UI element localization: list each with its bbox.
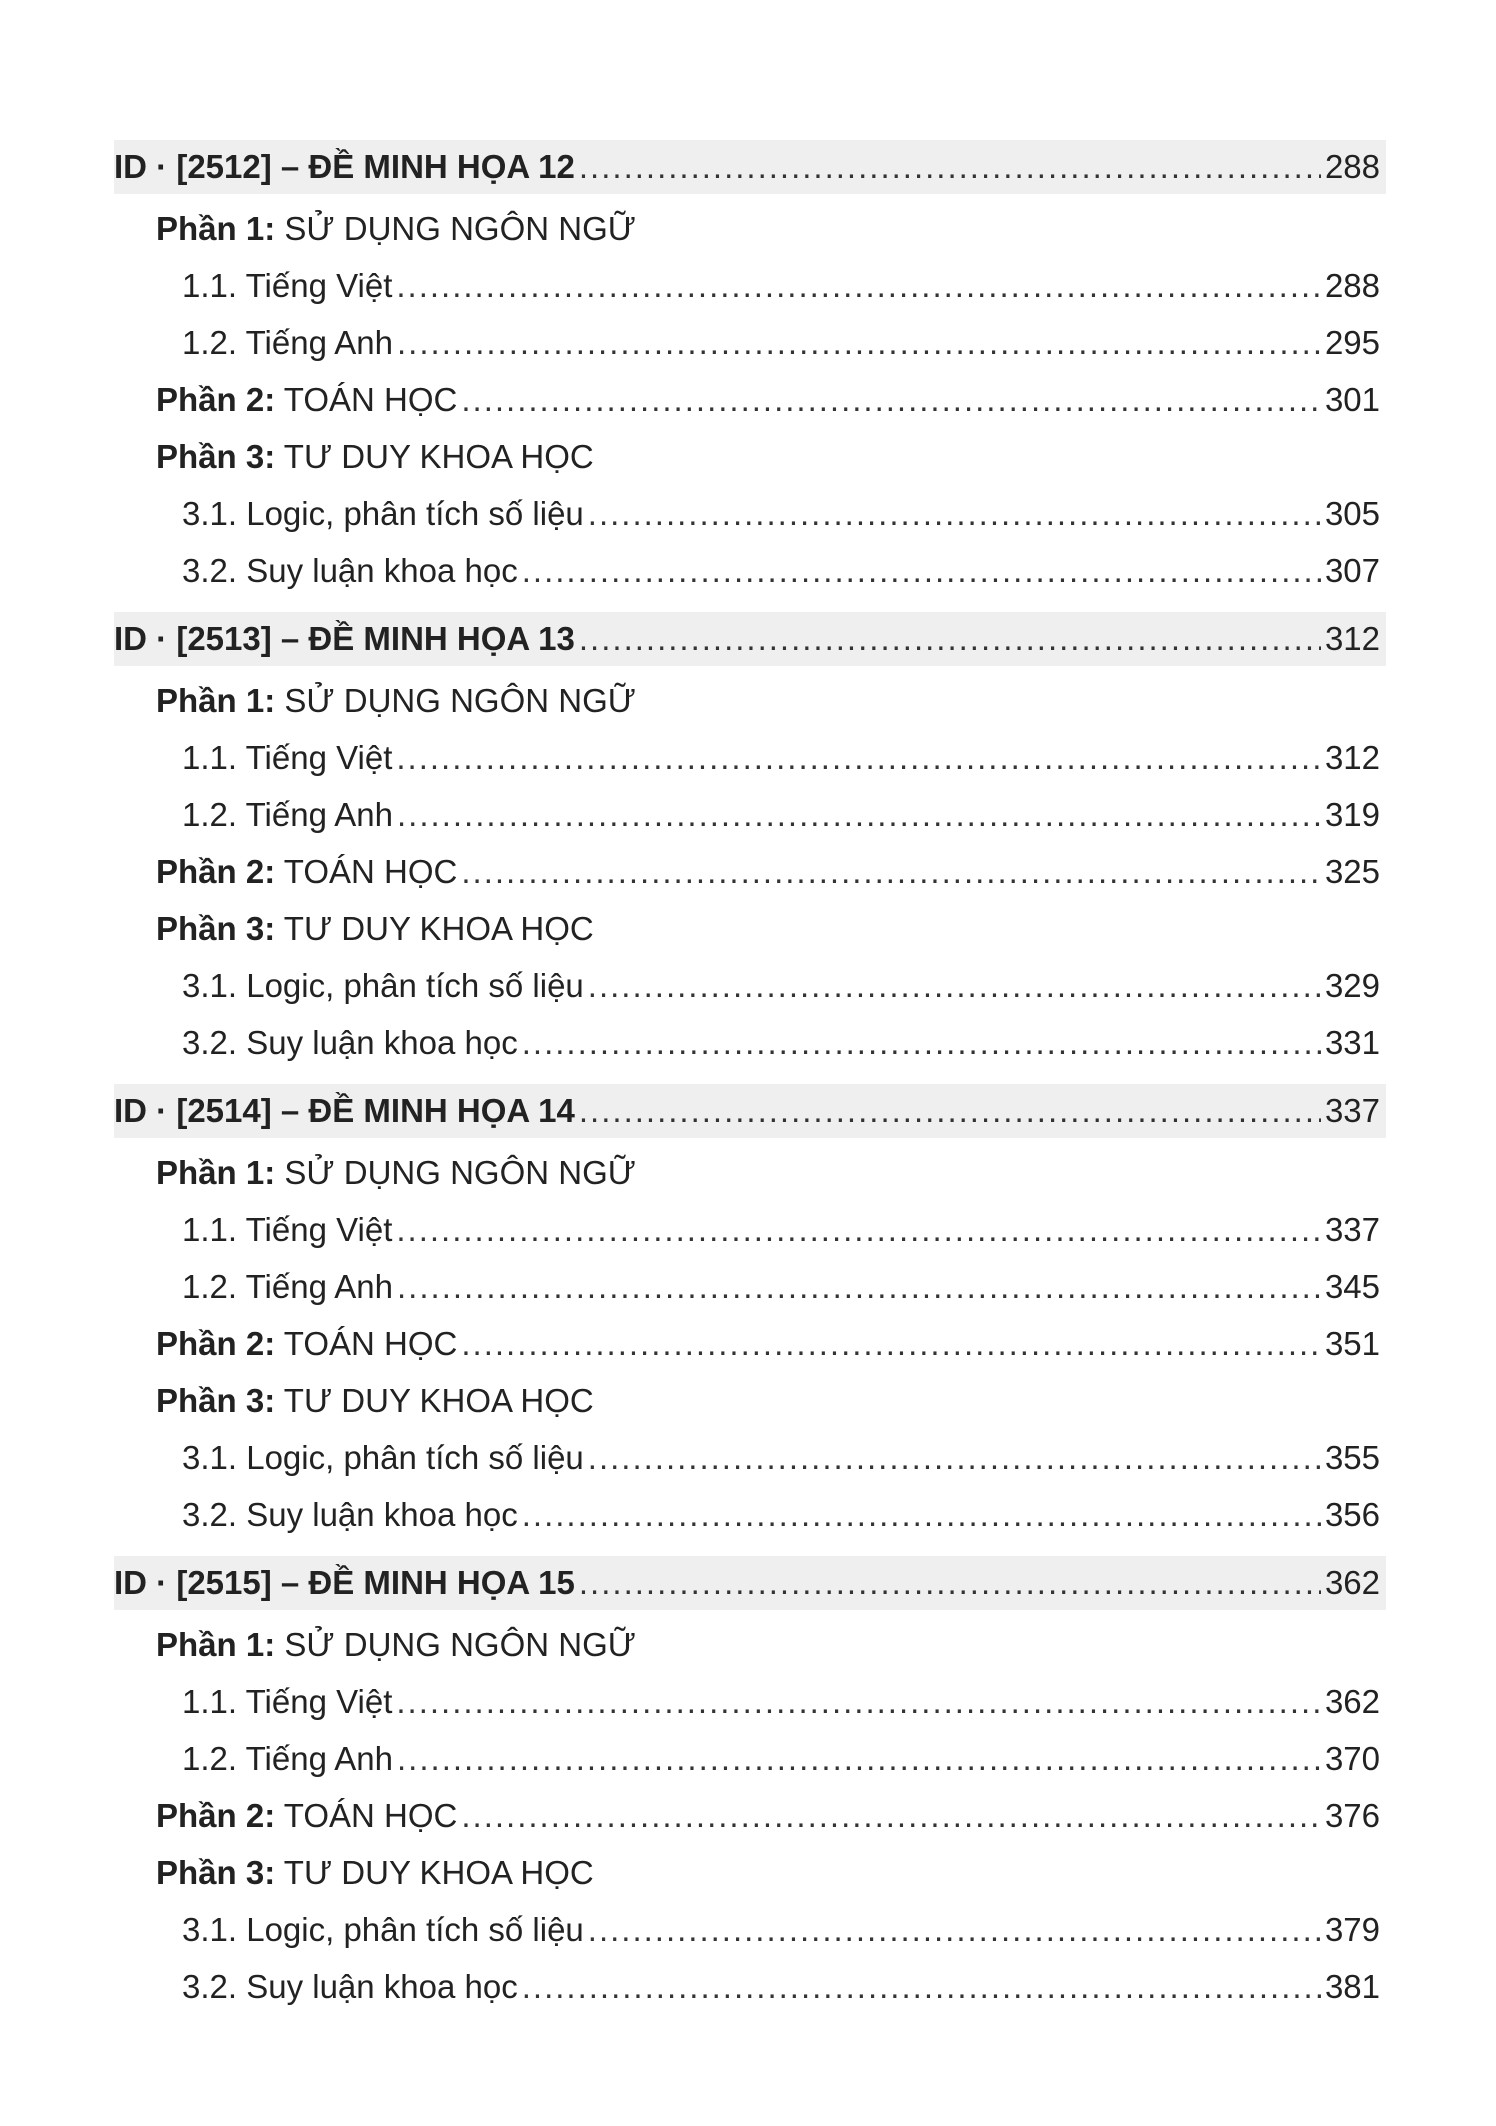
subsection-label: 3.1. Logic, phân tích số liệu: [182, 495, 584, 532]
subsection-label: 3.1. Logic, phân tích số liệu: [182, 1439, 584, 1476]
part-label: Phần 3:: [156, 910, 276, 947]
toc-entry-part-3: [114, 900, 1386, 957]
page-number: 325: [1324, 853, 1380, 890]
part-title: TƯ DUY KHOA HỌC: [283, 1854, 594, 1891]
dot-leader: [397, 1730, 1321, 1787]
toc-entry-part-2[interactable]: [114, 843, 1386, 900]
part-title: SỬ DỤNG NGÔN NGỮ: [284, 1626, 636, 1663]
part-label: Phần 2:: [156, 1797, 276, 1834]
toc-entry-subsection[interactable]: [114, 1730, 1386, 1787]
subsection-label: 3.1. Logic, phân tích số liệu: [182, 967, 584, 1004]
page-number: 355: [1324, 1439, 1380, 1476]
subsection-label: 3.2. Suy luận khoa học: [182, 1968, 518, 2005]
toc-entry-part-1: [114, 672, 1386, 729]
subsection-label: 3.2. Suy luận khoa học: [182, 1024, 518, 1061]
page-number: 329: [1324, 967, 1380, 1004]
page-number: 301: [1324, 381, 1380, 418]
toc-entry-part-2[interactable]: [114, 371, 1386, 428]
page-number: 370: [1324, 1740, 1380, 1777]
part-label: Phần 2:: [156, 1325, 276, 1362]
table-of-contents: [114, 140, 1386, 2028]
part-title: TOÁN HỌC: [283, 1797, 458, 1834]
subsection-label: 1.1. Tiếng Việt: [182, 1211, 393, 1248]
toc-entry-subsection[interactable]: [114, 1258, 1386, 1315]
page-number: 351: [1324, 1325, 1380, 1362]
toc-entry-subsection[interactable]: [114, 1673, 1386, 1730]
dot-leader: [461, 1787, 1321, 1844]
toc-entry-part-3: [114, 1372, 1386, 1429]
subsection-label: 1.2. Tiếng Anh: [182, 1740, 394, 1777]
part-label: Phần 1:: [156, 682, 276, 719]
dot-leader: [522, 1958, 1321, 2015]
toc-entry-subsection[interactable]: [114, 1014, 1386, 1071]
dot-leader: [396, 729, 1321, 786]
toc-entry-subsection[interactable]: [114, 542, 1386, 599]
toc-entry-subsection[interactable]: [114, 1429, 1386, 1486]
part-label: Phần 1:: [156, 1154, 276, 1191]
exam-title: ID · [2512] – ĐỀ MINH HỌA 12: [114, 148, 575, 185]
page-number: 305: [1324, 495, 1380, 532]
dot-leader: [522, 542, 1321, 599]
toc-entry-subsection[interactable]: [114, 1958, 1386, 2015]
page-number: 337: [1324, 1211, 1380, 1248]
subsection-label: 3.2. Suy luận khoa học: [182, 1496, 518, 1533]
toc-entry-part-3: [114, 1844, 1386, 1901]
toc-entry-subsection[interactable]: [114, 257, 1386, 314]
toc-block-minh-hoa-14: [114, 1084, 1386, 1556]
toc-entry-subsection[interactable]: [114, 314, 1386, 371]
page-number: 312: [1324, 739, 1380, 776]
page-number: 288: [1324, 148, 1380, 185]
page-number: 356: [1324, 1496, 1380, 1533]
dot-leader: [579, 1556, 1321, 1610]
toc-entry-subsection[interactable]: [114, 786, 1386, 843]
part-title: TƯ DUY KHOA HỌC: [283, 438, 594, 475]
dot-leader: [588, 1901, 1321, 1958]
part-title: TƯ DUY KHOA HỌC: [283, 910, 594, 947]
dot-leader: [579, 1084, 1321, 1138]
subsection-label: 1.1. Tiếng Việt: [182, 739, 393, 776]
page-number: 331: [1324, 1024, 1380, 1061]
page-number: 288: [1324, 267, 1380, 304]
toc-entry-subsection[interactable]: [114, 1486, 1386, 1543]
part-title: SỬ DỤNG NGÔN NGỮ: [284, 1154, 636, 1191]
toc-entry-part-1: [114, 1144, 1386, 1201]
part-title: TOÁN HỌC: [283, 1325, 458, 1362]
page-number: 381: [1324, 1968, 1380, 2005]
dot-leader: [588, 485, 1321, 542]
page-number: 362: [1324, 1683, 1380, 1720]
subsection-label: 3.2. Suy luận khoa học: [182, 552, 518, 589]
dot-leader: [396, 257, 1321, 314]
toc-entry-part-2[interactable]: [114, 1787, 1386, 1844]
part-title: SỬ DỤNG NGÔN NGỮ: [284, 210, 636, 247]
toc-entry-subsection[interactable]: [114, 485, 1386, 542]
exam-title: ID · [2514] – ĐỀ MINH HỌA 14: [114, 1092, 575, 1129]
dot-leader: [461, 843, 1321, 900]
toc-entry-exam-title[interactable]: [114, 140, 1386, 194]
dot-leader: [461, 371, 1321, 428]
toc-entry-subsection[interactable]: [114, 1901, 1386, 1958]
toc-entry-subsection[interactable]: [114, 957, 1386, 1014]
toc-entry-part-1: [114, 1616, 1386, 1673]
exam-title: ID · [2513] – ĐỀ MINH HỌA 13: [114, 620, 575, 657]
subsection-label: 1.2. Tiếng Anh: [182, 796, 394, 833]
page-number: 295: [1324, 324, 1380, 361]
dot-leader: [397, 786, 1321, 843]
part-label: Phần 3:: [156, 1854, 276, 1891]
dot-leader: [397, 1258, 1321, 1315]
dot-leader: [588, 1429, 1321, 1486]
toc-block-minh-hoa-12: [114, 140, 1386, 612]
toc-entry-exam-title[interactable]: [114, 1084, 1386, 1138]
page-number: 319: [1324, 796, 1380, 833]
toc-block-minh-hoa-13: [114, 612, 1386, 1084]
dot-leader: [588, 957, 1321, 1014]
dot-leader: [522, 1014, 1321, 1071]
page-number: 362: [1324, 1564, 1380, 1601]
dot-leader: [396, 1673, 1321, 1730]
dot-leader: [461, 1315, 1321, 1372]
dot-leader: [396, 1201, 1321, 1258]
exam-title: ID · [2515] – ĐỀ MINH HỌA 15: [114, 1564, 575, 1601]
toc-entry-part-2[interactable]: [114, 1315, 1386, 1372]
dot-leader: [579, 140, 1321, 194]
toc-entry-part-1: [114, 200, 1386, 257]
toc-entry-part-3: [114, 428, 1386, 485]
part-label: Phần 1:: [156, 1626, 276, 1663]
dot-leader: [397, 314, 1321, 371]
toc-block-minh-hoa-15: [114, 1556, 1386, 2028]
toc-entry-subsection[interactable]: [114, 729, 1386, 786]
toc-entry-exam-title[interactable]: [114, 1556, 1386, 1610]
part-title: TOÁN HỌC: [283, 853, 458, 890]
toc-entry-subsection[interactable]: [114, 1201, 1386, 1258]
part-label: Phần 2:: [156, 853, 276, 890]
subsection-label: 1.1. Tiếng Việt: [182, 267, 393, 304]
subsection-label: 1.2. Tiếng Anh: [182, 1268, 394, 1305]
subsection-label: 1.2. Tiếng Anh: [182, 324, 394, 361]
dot-leader: [579, 612, 1321, 666]
subsection-label: 1.1. Tiếng Việt: [182, 1683, 393, 1720]
part-title: TƯ DUY KHOA HỌC: [283, 1382, 594, 1419]
part-label: Phần 3:: [156, 438, 276, 475]
page-number: 312: [1324, 620, 1380, 657]
page-number: 307: [1324, 552, 1380, 589]
part-title: SỬ DỤNG NGÔN NGỮ: [284, 682, 636, 719]
part-label: Phần 2:: [156, 381, 276, 418]
subsection-label: 3.1. Logic, phân tích số liệu: [182, 1911, 584, 1948]
page-number: 376: [1324, 1797, 1380, 1834]
part-label: Phần 1:: [156, 210, 276, 247]
part-label: Phần 3:: [156, 1382, 276, 1419]
toc-entry-exam-title[interactable]: [114, 612, 1386, 666]
part-title: TOÁN HỌC: [283, 381, 458, 418]
dot-leader: [522, 1486, 1321, 1543]
page-number: 337: [1324, 1092, 1380, 1129]
page-number: 345: [1324, 1268, 1380, 1305]
page-number: 379: [1324, 1911, 1380, 1948]
